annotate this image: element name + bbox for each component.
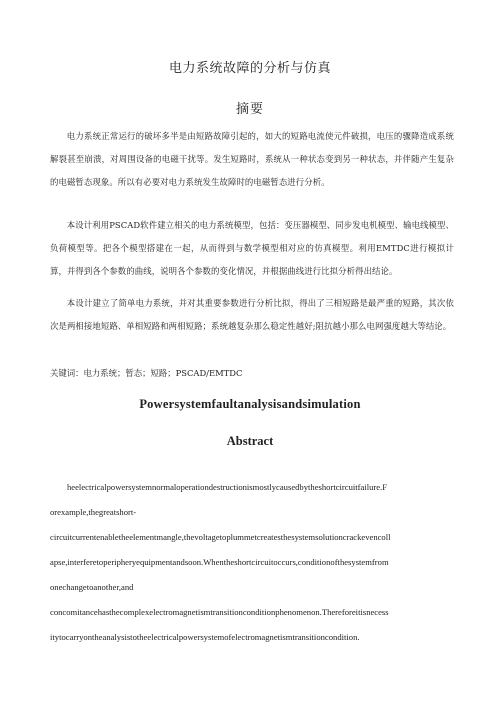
paragraph-text: 本设计利用PSCAD软件建立相关的电力系统模型，包括：变压器模型、同步发电机模型、输电线模型、负荷模型等。把各个模型搭建在一起，从而得到与数学模型相对应的仿真模型。利用EMTDC进行模拟计算，并得到各个参数的曲线，说明各个参数的变化情况，并根据曲线进行比拟分析得出结论。 [50, 220, 454, 276]
english-title: Powersystemfaultanalysisandsimulation [139, 397, 361, 411]
english-abstract-line: onechangetoanother,and [50, 582, 134, 592]
chinese-title: 电力系统故障的分析与仿真 [168, 61, 331, 76]
english-abstract-line: concomitancehasthecomplexelectromagnetismtransitionconditionphenomenon.Thereforeitisnecess [50, 607, 389, 617]
chinese-keywords: 关键词：电力系统；暂态；短路；PSCAD/EMTDC [50, 368, 243, 378]
english-abstract-heading: Abstract [226, 434, 274, 448]
english-abstract-line: heelectricalpowersystemnormaloperationdestructionismostlycausedbytheshortcircuitfailure.F [67, 482, 388, 492]
paragraph-text: 电力系统正常运行的破坏多半是由短路故障引起的，如大的短路电流使元件破损，电压的骤降造成系统解裂甚至崩溃，对周围设备的电磁干扰等。发生短路时，系统从一种状态变到另一种状态，并伴随产生复杂的电磁暂态现象。所以有必要对电力系统发生故障时的电磁暂态进行分析。 [50, 131, 454, 187]
chinese-abstract-heading: 摘要 [235, 102, 264, 117]
paragraph-text: 本设计建立了简单电力系统，并对其重要参数进行分析比拟，得出了三相短路是最严重的短路，其次依次是两相接地短路、单相短路和两相短路；系统越复杂那么稳定性越好;阻抗越小那么电网强度越大等结论。 [50, 298, 454, 331]
english-abstract-line: itytocarryontheanalysistotheelectricalpowersystemofelectromagnetismtransitioncondition. [50, 632, 360, 642]
english-abstract-line: orexample,thegreatshort- [50, 507, 137, 517]
chinese-abstract-paragraph-2 [50, 214, 454, 283]
chinese-abstract-paragraph-3 [50, 292, 454, 338]
english-abstract-line: circuitcurrentenabletheelementmangle,thevoltagetoplummetcreatesthesystemsolutioncrackevencoll [50, 532, 391, 542]
english-abstract-body [50, 475, 458, 650]
english-abstract-line: apse,interferetoperipheryequipmentandsoon.Whentheshortcircuitoccurs,conditionofthesystemfrom [50, 557, 389, 567]
chinese-abstract-paragraph-1 [50, 125, 454, 194]
